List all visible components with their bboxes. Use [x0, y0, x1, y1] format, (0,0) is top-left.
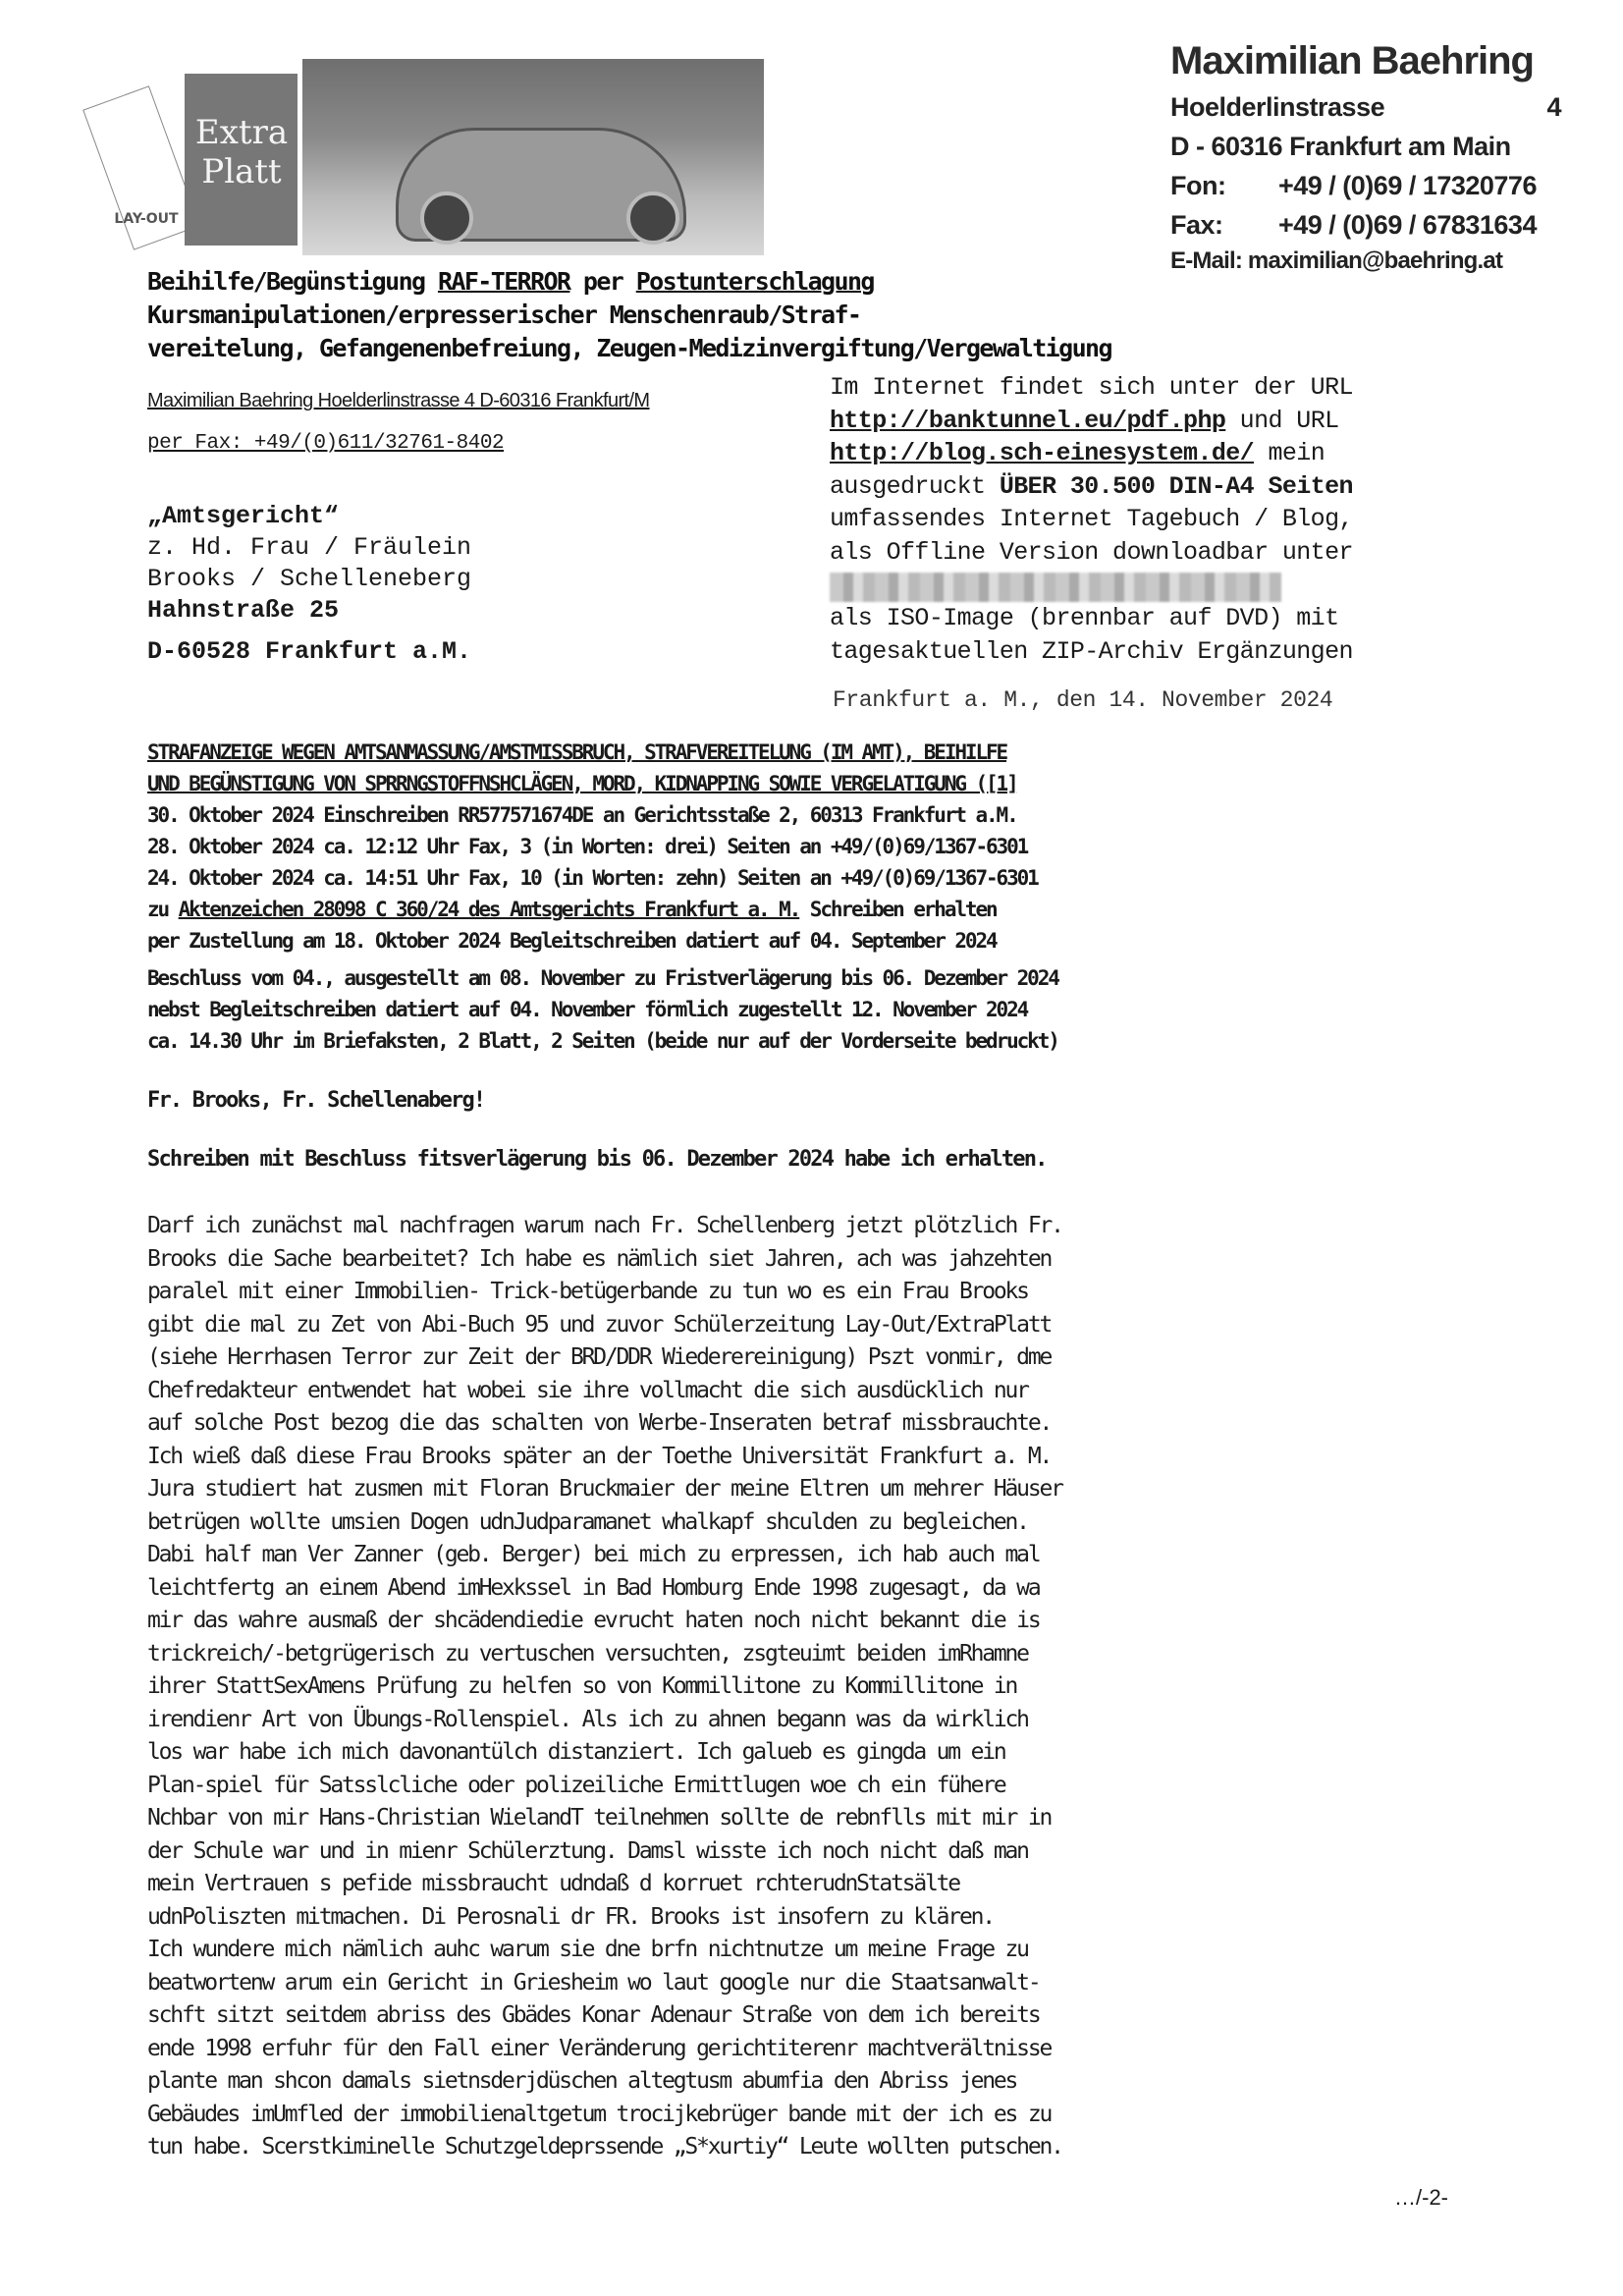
extra-platt-logo: [106, 54, 774, 255]
body-line: paralel mit einer Immobilien- Trick-betügerbande zu tun wo es ein Frau Brooks: [147, 1279, 1028, 1304]
banner-text: Extra Platt: [194, 113, 289, 191]
case-row: nebst Begleitschreiben datiert auf 04. November förmlich zugestellt 12. November 2024: [147, 998, 1028, 1021]
badge-text: LAY-OUT: [114, 211, 179, 227]
info-line: umfassendes Internet Tagebuch / Blog,: [830, 505, 1353, 533]
acknowledgement: Schreiben mit Beschluss fitsverlägerung bis 06. Dezember 2024 habe ich erhalten.: [147, 1147, 1047, 1172]
body-line: betrügen wollte umsien Dogen udnJudparamanet whalkapf shculden zu begleichen.: [147, 1508, 1028, 1535]
case-row: ca. 14.30 Uhr im Briefaksten, 2 Blatt, 2 Seiten (beide nur auf der Vorderseite bedruckt): [147, 1029, 1058, 1053]
banktunnel-link[interactable]: http://banktunnel.eu/pdf.php: [830, 406, 1226, 435]
body-line: der Schule war und in mienr Schülerztung. Damsl wisste ich noch nicht daß man: [147, 1837, 1028, 1864]
info-line: [830, 437, 1497, 470]
body-line: irendienr Art von Übungs-Rollenspiel. Als ich zu ahnen begann was da wirklich: [147, 1706, 1028, 1732]
salutation: Fr. Brooks, Fr. Schellenaberg!: [147, 1088, 485, 1113]
body-line: udnPoliszten mitmachen. Di Perosnali dr FR. Brooks ist insofern zu klären.: [147, 1903, 994, 1930]
body-line: Ich wundere mich nämlich auhc warum sie dne brfn nichtnutze um meine Frage zu: [147, 1937, 1028, 1962]
body-line: tun habe. Scerstkiminelle Schutzgeldeprssende „S*xurtiy“ Leute wollten putschen.: [147, 2134, 1062, 2159]
recipient-fax-line: per Fax: +49/(0)611/32761-8402: [147, 432, 505, 455]
body-line: mein Vertrauen s pefide missbraucht udndaß d korruet rchterudnStatsälte: [147, 1871, 959, 1896]
recipient-court: „Amtsgericht“: [147, 502, 340, 530]
recipient-attention: z. Hd. Frau / Fräulein: [147, 533, 472, 562]
recipient-street: Hahnstraße 25: [147, 596, 340, 625]
blog-info-block: [830, 371, 1497, 668]
body-line: Nchbar von mir Hans-Christian WielandT teilnehmen sollte de rebnflls mit mir in: [147, 1805, 1052, 1831]
body-line: Plan-spiel für Satsslcliche oder polizeiliche Ermittlugen woe ch ein fühere: [147, 1772, 1005, 1798]
case-row: per Zustellung am 18. Oktober 2024 Begleitschreiben datiert auf 04. September 2024: [147, 929, 997, 953]
body-line: beatwortenw arum ein Gericht in Griesheim wo laut google nur die Staatsanwalt-: [147, 1969, 1040, 1995]
body-line: ende 1998 erfuhr für den Fall einer Veränderung gerichtiterenr machtverältnisse: [147, 2035, 1052, 2061]
body-line: Chefredakteur entwendet hat wobei sie ihre vollmacht die sich ausdücklich nur: [147, 1377, 1028, 1403]
fax-label: Fax:: [1170, 210, 1223, 240]
case-row: 28. Oktober 2024 ca. 12:12 Uhr Fax, 3 (in Worten: drei) Seiten an +49/(0)69/1367-6301: [147, 835, 1028, 858]
case-text: zu: [147, 898, 179, 921]
subject-text: per: [569, 267, 636, 296]
body-line: auf solche Post bezog die das schalten von Werbe-Inseraten betraf missbrauchte.: [147, 1410, 1052, 1436]
info-line: [830, 470, 1497, 504]
body-line: (siehe Herrhasen Terror zur Zeit der BRD/DDR Wiederereinigung) Pszt vonmir, dme: [147, 1344, 1052, 1370]
body-line: plante man shcon damals sietnsderjdüschen altegtusm abumfia den Abriss jenes: [147, 2068, 1017, 2094]
sender-phone: +49 / (0)69 / 17320776: [1278, 171, 1537, 200]
info-line: Im Internet findet sich unter der URL: [830, 373, 1353, 402]
letter-date: Frankfurt a. M., den 14. November 2024: [833, 687, 1333, 713]
subject-postunterschlagung: Postunterschlagung: [635, 267, 874, 296]
car-wheel-rear: [626, 191, 679, 245]
subject-raf-terror: RAF-TERROR: [437, 267, 570, 296]
body-line: schft sitzt seitdem abriss des Gbädes Konar Adenaur Straße von dem ich bereits: [147, 2002, 1040, 2028]
sender-letterhead: [1170, 39, 1573, 275]
case-text: Schreiben erhalten: [799, 898, 997, 921]
file-reference: Aktenzeichen 28098 C 360/24 des Amtsgerichts Frankfurt a. M.: [178, 898, 800, 921]
sender-street-row: [1170, 92, 1561, 123]
subject-line-1: [147, 265, 1129, 299]
body-line: mir das wahre ausmaß der shcädendiedie evrucht haten noch nicht bekannt die is: [147, 1608, 1040, 1633]
info-line: tagesaktuellen ZIP-Archiv Ergänzungen: [830, 636, 1353, 666]
letter-body: [147, 1210, 1522, 2164]
body-line: los war habe ich mich davonantülch distanziert. Ich galueb es gingda um ein: [147, 1739, 1005, 1765]
case-row: Beschluss vom 04., ausgestellt am 08. November zu Fristverlägerung bis 06. Dezember 2024: [147, 966, 1058, 990]
sender-city: D - 60316 Frankfurt am Main: [1170, 132, 1511, 161]
sender-fax-row: [1170, 210, 1573, 241]
case-row: 24. Oktober 2024 ca. 14:51 Uhr Fax, 10 (in Worten: zehn) Seiten an +49/(0)69/1367-6301: [147, 866, 1038, 890]
case-title-line-2: UND BEGÜNSTIGUNG VON SPRRNGSTOFFNSHCLÄGEN, MORD, KIDNAPPING SOWIE VERGELATIGUNG ([1]: [147, 772, 1017, 795]
info-line: als ISO-Image (brennbar auf DVD) mit: [830, 604, 1339, 633]
body-line: ihrer StattSexAmens Prüfung zu helfen so von Kommillitone zu Kommillitone in: [147, 1673, 1017, 1699]
sender-street: Hoelderlinstrasse: [1170, 92, 1385, 122]
case-title-line-1: STRAFANZEIGE WEGEN AMTSANMASSUNG/AMSTMISSBRUCH, STRAFVEREITELUNG (IM AMT), BEIHILFE: [147, 740, 1007, 764]
case-row: [147, 894, 1502, 925]
recipient-names: Brooks / Schelleneberg: [147, 565, 472, 593]
blog-link[interactable]: http://blog.sch-einesystem.de/: [830, 439, 1255, 467]
page-count-highlight: ÜBER 30.500 DIN-A4 Seiten: [999, 471, 1353, 501]
subject-line-3: vereitelung, Gefangenenbefreiung, Zeugen-Medizinvergiftung/Vergewaltigung: [147, 334, 1111, 362]
sender-email: E-Mail: maximilian@baehring.at: [1170, 247, 1503, 274]
body-line: Jura studiert hat zusmen mit Floran Bruckmaier der meine Eltren um mehrer Häuser: [147, 1476, 1062, 1502]
info-text: mein: [1254, 439, 1325, 467]
body-line: leichtfertg an einem Abend imHexkssel in Bad Homburg Ende 1998 zugesagt, da wa: [147, 1574, 1040, 1601]
phone-label: Fon:: [1170, 171, 1226, 200]
sender-fax: +49 / (0)69 / 67831634: [1278, 210, 1537, 240]
subject-heading: [147, 265, 1463, 365]
case-row: 30. Oktober 2024 Einschreiben RR577571674DE an Gerichtsstaße 2, 60313 Frankfurt a.M.: [147, 803, 1017, 827]
info-line: [830, 569, 1497, 602]
recipient-address: [147, 501, 471, 668]
subject-text: Beihilfe/Begünstigung: [147, 267, 438, 296]
info-line: als Offline Version downloadbar unter: [830, 537, 1353, 567]
case-reference-block: [147, 737, 1502, 1057]
body-line: Dabi half man Ver Zanner (geb. Berger) bei mich zu erpressen, ich hab auch mal: [147, 1542, 1040, 1567]
info-text: und URL: [1225, 406, 1339, 435]
sender-house-number: 4: [1546, 92, 1561, 122]
redacted-url: [830, 573, 1281, 602]
sender-phone-row: [1170, 171, 1573, 201]
body-line: Ich wieß daß diese Frau Brooks später an der Toethe Universität Frankfurt a. M.: [147, 1443, 1052, 1469]
body-line: trickreich/-betgrügerisch zu vertuschen versuchten, zsgteuimt beiden imRhamne: [147, 1640, 1028, 1667]
body-line: Darf ich zunächst mal nachfragen warum nach Fr. Schellenberg jetzt plötzlich Fr.: [147, 1213, 1062, 1238]
car-wheel-front: [420, 191, 473, 245]
body-line: Brooks die Sache bearbeitet? Ich habe es nämlich siet Jahren, ach was jahzehten: [147, 1245, 1052, 1272]
car-wreck-photo: [302, 59, 764, 255]
subject-line-2: Kursmanipulationen/erpresserischer Menschenraub/Straf-: [147, 301, 861, 329]
page-continuation-marker: …/-2-: [1394, 2185, 1448, 2210]
sender-name: Maximilian Baehring: [1170, 39, 1534, 82]
body-line: gibt die mal zu Zet von Abi-Buch 95 und zuvor Schülerzeitung Lay-Out/ExtraPlatt: [147, 1311, 1052, 1338]
recipient-city: D-60528 Frankfurt a.M.: [147, 637, 472, 666]
return-address: Maximilian Baehring Hoelderlinstrasse 4 D-60316 Frankfurt/M: [147, 390, 650, 411]
info-text: ausgedruckt: [830, 471, 1000, 501]
info-line: [830, 405, 1497, 438]
body-line: Gebäudes imUmfled der immobilienaltgetum trocijkebrüger bande mit der ich es zu: [147, 2101, 1052, 2127]
